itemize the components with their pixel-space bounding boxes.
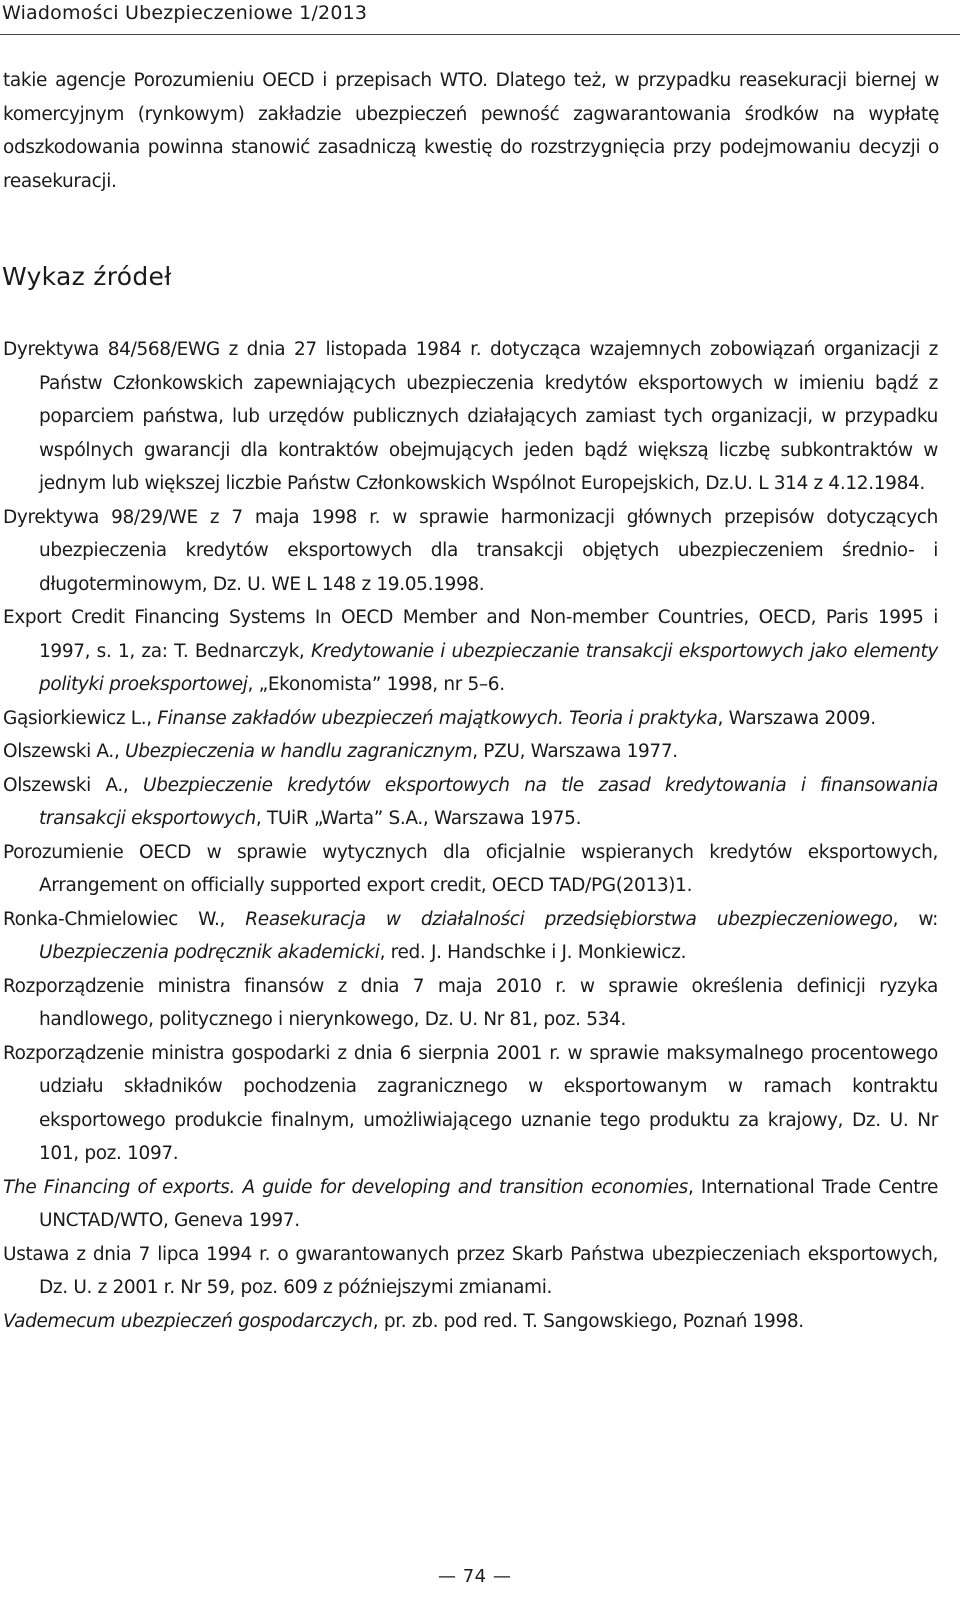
reference-item <box>3 1171 938 1238</box>
reference-text: , „Ekonomista” 1998, nr 5–6. <box>247 674 505 695</box>
reference-text: , PZU, Warszawa 1977. <box>472 741 678 762</box>
reference-item <box>3 769 938 836</box>
running-header: Wiadomości Ubezpieczeniowe 1/2013 <box>2 2 368 24</box>
reference-text: Olszewski A., <box>3 774 143 796</box>
reference-list <box>3 333 938 1338</box>
reference-text: Ustawa z dnia 7 lipca 1994 r. o gwarantowanych przez Skarb Państwa ubezpieczeniach eksportowych, Dz. U. z 2001 r. Nr 59, poz. 609 z późniejszymi zmianami. <box>3 1243 938 1298</box>
header-rule <box>0 34 960 35</box>
reference-title: Kredytowanie i ubezpieczanie transakcji eksportowych jako elementy polityki proeksportowej <box>39 640 938 695</box>
reference-text: Export Credit Financing Systems In OECD Member and Non-member Countries, OECD, Paris 1995 i 1997, s. 1, za: T. Bednarczyk, <box>3 607 938 662</box>
reference-item <box>3 1305 938 1339</box>
reference-item <box>3 333 938 501</box>
intro-paragraph: takie agencje Porozumieniu OECD i przepisach WTO. Dlatego też, w przypadku reasekuracji biernej w komercyjnym (rynkowym) zakładzie ubezpieczeń pewność zagwarantowania środków na wypłatę odszkodowania powinna stanowić zasadniczą kwestię do rozstrzygnięcia przy podejmowaniu decyzji o reasekuracji. <box>3 70 939 192</box>
reference-item <box>3 702 938 736</box>
reference-text: Gąsiorkiewicz L., <box>3 707 158 729</box>
reference-item <box>3 735 938 769</box>
reference-item <box>3 1037 938 1171</box>
reference-item <box>3 903 938 970</box>
reference-title: Finanse zakładów ubezpieczeń majątkowych. Teoria i praktyka <box>157 707 718 729</box>
reference-text: , w: <box>892 908 938 930</box>
reference-title: Vademecum ubezpieczeń gospodarczych <box>3 1310 373 1332</box>
reference-text: Ronka-Chmielowiec W., <box>3 908 246 930</box>
reference-title: Reasekuracja w działalności przedsiębiorstwa ubezpieczeniowego <box>245 908 893 930</box>
reference-text: , International Trade Centre UNCTAD/WTO, Geneva 1997. <box>39 1176 938 1231</box>
reference-text: Porozumienie OECD w sprawie wytycznych dla oficjalnie wspieranych kredytów eksportowych, Arrangement on officially supported export credit, OECD TAD/PG(2013)1. <box>3 841 938 896</box>
reference-title: The Financing of exports. A guide for developing and transition economies <box>3 1176 688 1198</box>
reference-text: Dyrektywa 84/568/EWG z dnia 27 listopada 1984 r. dotycząca wzajemnych zobowiązań organizacji z Państw Członkowskich zapewniających ubezpieczenia kredytów eksportowych w imieniu bądź z poparciem państwa, lub urzędów publicznych działających zamiast tych organizacji, w przypadku wspólnych gwarancji dla kontraktów obejmujących jeden bądź większą liczbę subkontraktów w jednym lub większej liczbie Państw Członkowskich Wspólnot Europejskich, Dz.U. L 314 z 4.12.1984. <box>3 339 938 494</box>
reference-item <box>3 1238 938 1305</box>
reference-title: Ubezpieczenie kredytów eksportowych na tle zasad kredytowania i finansowania transakcji eksportowych <box>39 774 938 829</box>
reference-item <box>3 501 938 602</box>
reference-text: Rozporządzenie ministra gospodarki z dnia 6 sierpnia 2001 r. w sprawie maksymalnego procentowego udziału składników pochodzenia zagranicznego w eksportowanym w ramach kontraktu eksportowego produkcie finalnym, umożliwiającego uznanie tego produktu za krajowy, Dz. U. Nr 101, poz. 1097. <box>3 1042 938 1164</box>
reference-item <box>3 601 938 702</box>
reference-title: Ubezpieczenia podręcznik akademicki <box>39 942 380 963</box>
reference-text: , pr. zb. pod red. T. Sangowskiego, Poznań 1998. <box>372 1310 804 1332</box>
page-number: — 74 — <box>438 1566 512 1587</box>
reference-item <box>3 836 938 903</box>
reference-text: Rozporządzenie ministra finansów z dnia 7 maja 2010 r. w sprawie określenia definicji ryzyka handlowego, politycznego i nierynkowego, Dz. U. Nr 81, poz. 534. <box>3 975 938 1030</box>
reference-text: , TUiR „Warta” S.A., Warszawa 1975. <box>255 808 582 829</box>
reference-title: Ubezpieczenia w handlu zagranicznym <box>125 741 473 762</box>
section-heading: Wykaz źródeł <box>2 262 172 291</box>
reference-item <box>3 970 938 1037</box>
reference-text: Dyrektywa 98/29/WE z 7 maja 1998 r. w sprawie harmonizacji głównych przepisów dotyczących ubezpieczenia kredytów eksportowych dla transakcji objętych ubezpieczeniem średnio- i długoterminowym, Dz. U. WE L 148 z 19.05.1998. <box>3 506 938 595</box>
reference-text: , red. J. Handschke i J. Monkiewicz. <box>379 942 687 963</box>
reference-text: Olszewski A., <box>3 741 126 762</box>
reference-text: , Warszawa 2009. <box>717 707 876 729</box>
